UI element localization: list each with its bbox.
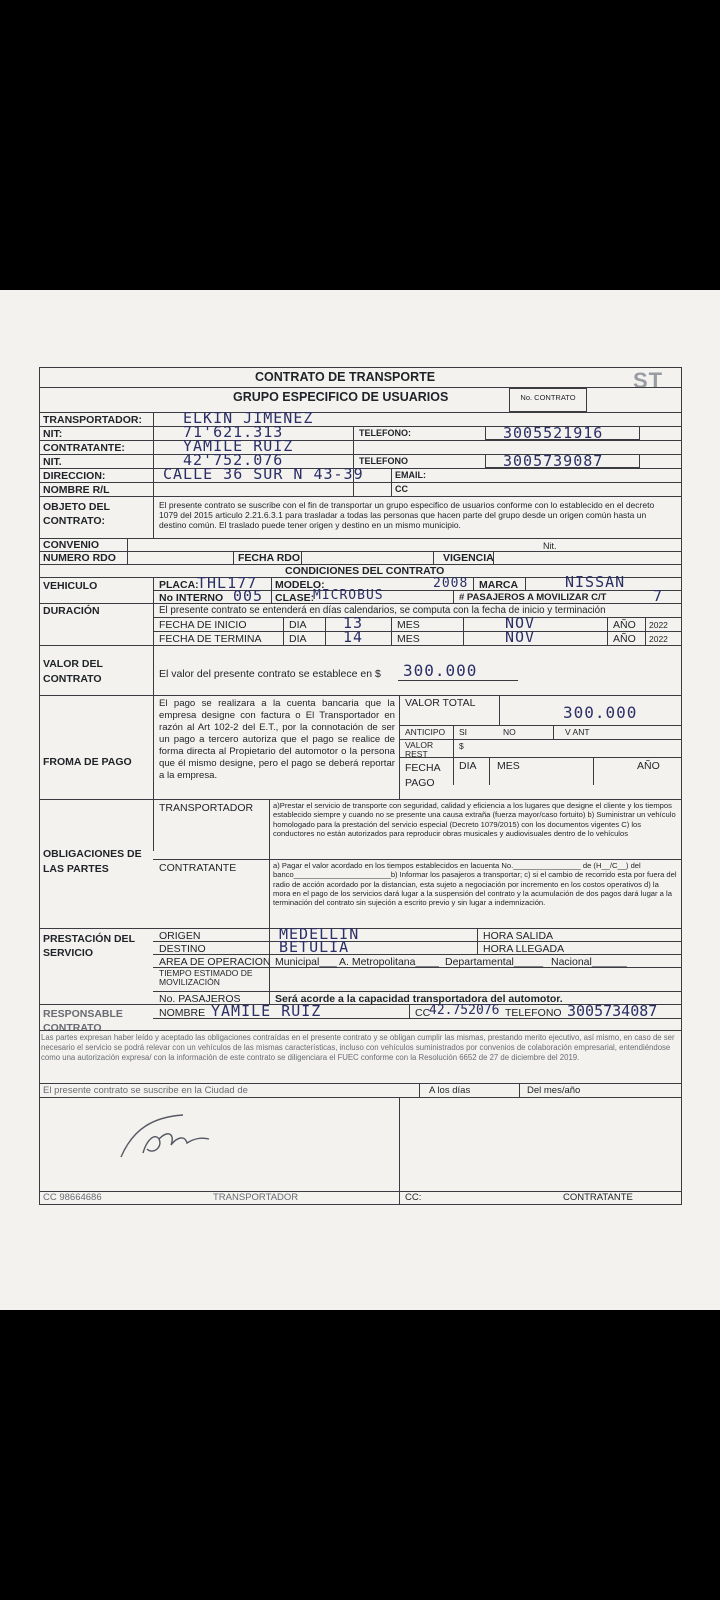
phone2-label: TELEFONO <box>359 456 408 466</box>
responsable-cc-label: CC <box>415 1007 431 1019</box>
destino-label: DESTINO <box>159 943 206 955</box>
transportador-signature <box>113 1109 233 1165</box>
contract-number-label: No. CONTRATO <box>520 393 576 402</box>
vigencia-label: VIGENCIA <box>443 552 494 564</box>
termina-dia-value: 14 <box>343 628 364 646</box>
clase-label: CLASE: <box>275 592 315 604</box>
contratante-signature-label: CONTRATANTE <box>563 1192 633 1203</box>
mes-ano-label: Del mes/año <box>527 1085 581 1096</box>
modelo-value: 2008 <box>433 576 469 591</box>
interno-label: No INTERNO <box>159 592 224 604</box>
pasajeros-value: 7 <box>653 587 664 605</box>
obligaciones-label: OBLIGACIONES DE LAS PARTES <box>43 848 142 875</box>
dias-label: A los días <box>429 1085 471 1096</box>
interno-value: 005 <box>233 587 264 605</box>
valor-total-label: VALOR TOTAL <box>405 697 476 709</box>
valor-text: El valor del presente contrato se establece en $ <box>159 668 381 680</box>
no-pasajeros-text: Será acorde a la capacidad transportadora del automotor. <box>275 993 563 1005</box>
nit1-value: 71'621.313 <box>183 423 284 441</box>
no-pasajeros-label: No. PASAJEROS <box>159 993 241 1005</box>
valor-value: 300.000 <box>403 661 478 680</box>
anticipo-no-label: NO <box>503 727 516 737</box>
inicio-dia-label: DIA <box>289 619 307 631</box>
placa-value: THL177 <box>197 574 258 592</box>
oblig-contratante-label: CONTRATANTE <box>159 862 237 874</box>
prestacion-label: PRESTACIÓN DEL SERVICIO <box>43 933 135 959</box>
origen-label: ORIGEN <box>159 930 201 942</box>
inicio-dia-value: 13 <box>343 614 364 632</box>
contratante-label: CONTRATANTE: <box>43 442 125 454</box>
clase-value: MICROBUS <box>313 588 384 603</box>
area-label: AREA DE OPERACION <box>159 956 271 968</box>
responsable-nombre-value: YAMILE RUIZ <box>211 1002 322 1020</box>
responsable-cc-value: 42.752076 <box>429 1003 500 1018</box>
fecha-termina-label: FECHA DE TERMINA <box>159 633 262 645</box>
nit2-label: NIT. <box>43 456 62 468</box>
responsable-telefono-value: 3005734087 <box>567 1002 658 1020</box>
convenio-nit-label: Nit. <box>543 541 557 551</box>
valor-label: VALOR DEL CONTRATO <box>43 658 103 685</box>
area-departamental: Departamental_____ <box>445 956 544 968</box>
contratante-value: YAMILE RUIZ <box>183 437 294 455</box>
company-logo: ST <box>633 368 664 393</box>
nombre-rl-cc-label: CC <box>395 484 408 494</box>
area-metropolitana: A. Metropolitana____ <box>339 956 439 968</box>
numero-rdo-label: NUMERO RDO <box>43 552 116 564</box>
phone1-value: 3005521916 <box>503 424 604 442</box>
pasajeros-label: # PASAJEROS A MOVILIZAR C/T <box>459 592 607 603</box>
objeto-label: OBJETO DEL CONTRATO: <box>43 501 110 528</box>
convenio-label: CONVENIO <box>43 539 100 551</box>
nit2-value: 42'752.076 <box>183 451 284 469</box>
fecha-rdo-label: FECHA RDO <box>238 552 301 564</box>
transportador-label: TRANSPORTADOR: <box>43 414 142 426</box>
fecha-pago-mes-label: MES <box>497 760 520 772</box>
nit1-label: NIT: <box>43 428 63 440</box>
direccion-label: DIRECCION: <box>43 470 106 482</box>
condiciones-title: CONDICIONES DEL CONTRATO <box>285 565 445 577</box>
phone1-label: TELEFONO: <box>359 428 411 438</box>
contract-frame <box>39 367 682 1205</box>
termina-ano-value: 2022 <box>649 634 668 644</box>
marca-label: MARCA <box>479 579 519 591</box>
email-label: EMAIL: <box>395 470 426 480</box>
origen-value: MEDELLIN <box>279 925 360 943</box>
fecha-pago-ano-label: AÑO <box>637 760 660 772</box>
contract-subtitle: GRUPO ESPECIFICO DE USUARIOS <box>233 390 449 404</box>
termina-ano-label: AÑO <box>613 633 636 645</box>
destino-value: BETULIA <box>279 938 350 956</box>
cc-contratante: CC: <box>405 1192 422 1203</box>
oblig-contratante-text: a) Pagar el valor acordado en los tiempos establecidos en lacuenta No.________________ de (H__/C__) del banco_______________________b) Informar los pasajeros a transportar; c) si el cambio de recorrido esta por fuera del radio de acción acordado por la distancian, esta sujeto a negociación por incremento en los costos operativos d) la mora en el pago de los servicios dará lugar a la suspensión del contrato y la acumulación de dos pagos dará lugar a la terminación del contrato sin sujeción a escrito previo y sin lugar a indemnización. <box>273 861 677 907</box>
placa-label: PLACA: <box>159 579 199 591</box>
responsable-nombre-label: NOMBRE <box>159 1007 206 1019</box>
nombre-rl-label: NOMBRE R/L <box>43 484 110 496</box>
tiempo-label: TIEMPO ESTIMADO DE MOVILIZACIÓN <box>159 968 253 988</box>
ciudad-label: El presente contrato se suscribe en la Ciudad de <box>43 1085 248 1096</box>
termina-dia-label: DIA <box>289 633 307 645</box>
inicio-ano-label: AÑO <box>613 619 636 631</box>
anticipo-si-label: SI <box>459 727 468 737</box>
duracion-text: El presente contrato se entenderá en días calendarios, se computa con la fecha de inicio y terminación <box>159 605 606 616</box>
vehiculo-label: VEHICULO <box>43 580 98 592</box>
valor-total-value: 300.000 <box>563 703 638 722</box>
transportador-signature-label: TRANSPORTADOR <box>213 1192 299 1203</box>
hora-llegada-label: HORA LLEGADA <box>483 943 565 955</box>
contract-title: CONTRATO DE TRANSPORTE <box>255 370 436 384</box>
pago-text: El pago se realizara a la cuenta bancaria que la empresa designe con factura o El Transportador en razón al Art 102-2 del E.T., por la connotación de ser un pago a tercero autoriza que el pago se realice de forma directa al Propietario del automotor o la persona que él mismo designe, pero el pago se deberá reportar a la empresa. <box>159 698 395 781</box>
contract-document <box>33 367 689 1205</box>
fecha-inicio-label: FECHA DE INICIO <box>159 619 247 631</box>
valor-rest-dollar: $ <box>459 741 464 751</box>
cc-transportador: CC 98664686 <box>43 1192 102 1203</box>
vant-label: V ANT <box>565 727 590 737</box>
valor-rest-label: VALOR REST <box>405 740 434 759</box>
responsable-label: RESPONSABLE CONTRATO <box>43 1008 123 1034</box>
objeto-text: El presente contrato se suscribe con el fin de transportar un grupo especifico de usuarios conforme con lo establecido en el decreto 1079 del 2015 articulo 2.21.6.3.1 para trasladar a todas las personas que hacen parte del grupo desde un origen común hasta un destino común. El traslado puede tener origen y destino en un mismo municipio. <box>159 500 655 531</box>
inicio-mes-value: NOV <box>505 614 536 632</box>
anticipo-label: ANTICIPO <box>405 727 446 737</box>
fecha-pago-dia-label: DIA <box>459 760 477 772</box>
oblig-transportador-text: a)Prestar el servicio de transporte con seguridad, calidad y eficiencia a los lugares que designe el cliente y los tiempos establecido siempre y cuando no se presente una causa extraña (fuerza mayor/caso fortuito) b) Suministrar un vehículo homologado para la prestación del servicio especial (Decreto 1079/2015) con los documentos vigentes C) los conductores no están autorizados para reproducir obras musicales y audiovisuales dentro de lo vehículos <box>273 801 676 838</box>
hora-salida-label: HORA SALIDA <box>483 930 554 942</box>
area-nacional: Nacional______ <box>551 956 627 968</box>
termina-mes-value: NOV <box>505 628 536 646</box>
inicio-ano-value: 2022 <box>649 620 668 630</box>
footer-text: Las partes expresan haber leído y aceptado las obligaciones contraídas en el presente contrato y se obligan cumplir las mismas, prestando merito ejecutivo, así mismo, en caso de ser necesario el servicio se podrá relevar con un vehículos de las mismas características, incluso con vehículos suministrados por convenios de colaboración empresarial, entendiéndose como una autorización expresa/ con la información de este contrato se diligenciara el FUEC conforme con la Resolución 6652 de 27 de diciembre del 2019. <box>41 1033 675 1062</box>
area-municipal: Municipal___ <box>275 956 337 968</box>
duracion-label: DURACIÓN <box>43 605 100 617</box>
oblig-transportador-label: TRANSPORTADOR <box>159 802 254 814</box>
responsable-telefono-label: TELEFONO <box>505 1007 562 1019</box>
modelo-label: MODELO: <box>275 579 325 591</box>
termina-mes-label: MES <box>397 633 420 645</box>
transportador-value: ELKIN JIMENEZ <box>183 409 314 427</box>
pago-label: FROMA DE PAGO <box>43 756 132 768</box>
fecha-pago-label: FECHA PAGO <box>405 762 441 789</box>
inicio-mes-label: MES <box>397 619 420 631</box>
phone2-value: 3005739087 <box>503 452 604 470</box>
marca-value: NISSAN <box>565 573 626 591</box>
direccion-value: CALLE 36 SUR N 43-39 <box>163 465 364 483</box>
